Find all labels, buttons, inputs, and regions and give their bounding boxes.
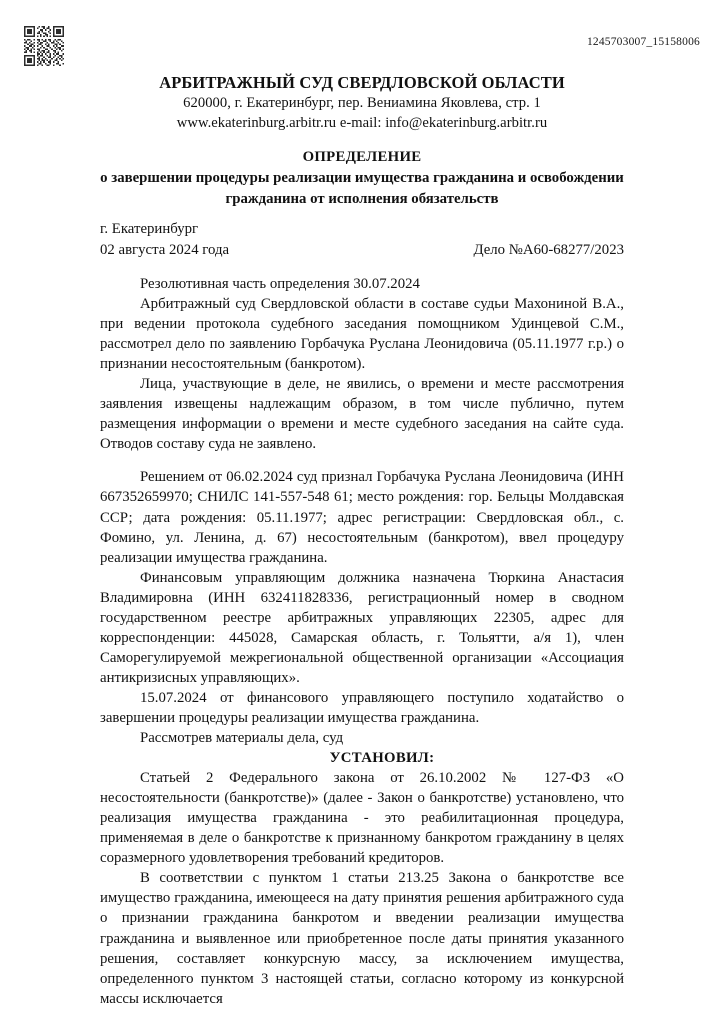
meta-row-date-case — [100, 240, 624, 261]
case-number: Дело №А60-68277/2023 — [473, 242, 624, 258]
document-subtitle-line-2: гражданина от исполнения обязательств — [225, 191, 499, 208]
qr-code-icon — [24, 26, 64, 66]
city-label: г. Екатеринбург — [100, 221, 199, 237]
court-web-email: www.ekaterinburg.arbitr.ru e-mail: info@ekaterinburg.arbitr.ru — [176, 115, 548, 132]
court-address: 620000, г. Екатеринбург, пер. Вениамина Яковлева, стр. 1 — [183, 95, 541, 112]
paragraph-law-article-213-25: В соответствии с пунктом 1 статьи 213.25 Закона о банкротстве все имущество гражданина, имеющееся на дату принятия решения арбитражного суда о признании гражданина банкротом и введении реализации имущества гражданина и выявленное или приобретенное после даты принятия указанного решения, составляет конкурсную массу, за исключением имущества, определенного пунктом 3 настоящей статьи, согласно которому из конкурсной массы исключается — [100, 870, 624, 1007]
meta-row-city — [100, 219, 624, 240]
court-header — [0, 72, 724, 133]
paragraph-parties-absent: Лица, участвующие в деле, не явились, о времени и месте рассмотрения заявления извещены надлежащим образом, в том числе публично, путем размещения информации о времени и месте судебного заседания на сайте суда. Отводов составу суда не заявлено. — [100, 376, 624, 453]
paragraph-bankruptcy-decision: Решением от 06.02.2024 суд признал Горбачука Руслана Леонидовича (ИНН 667352659970; СНИЛС 141-557-548 61; место рождения: гор. Бельцы Молдавская ССР; дата рождения: 05.11.1977; адрес регистрации: Свердловская обл., с. Фомино, ул. Ленина, д. 67) несостоятельным (банкротом), ввел процедуру реализации имущества гражданина. — [100, 469, 624, 566]
paragraph-court-composition: Арбитражный суд Свердловской области в составе судьи Махониной В.А., при ведении протокола судебного заседания помощником Удинцевой С.М., рассмотрел дело по заявлению Горбачука Руслана Леонидовича (05.11.1977 г.р.) о признании несостоятельным (банкротом). — [100, 296, 624, 373]
document-number: 1245703007_15158006 — [586, 36, 700, 48]
paragraph-financial-manager: Финансовым управляющим должника назначена Тюркина Анастасия Владимировна (ИНН 632411828336, регистрационный номер в сводном государственном реестре арбитражных управляющих 22305, адрес для корреспонденции: 445028, Самарская область, г. Тольятти, а/я 1), член Саморегулируемой межрегиональной общественной организации «Ассоциация антикризисных управляющих». — [100, 569, 624, 686]
court-name: АРБИТРАЖНЫЙ СУД СВЕРДЛОВСКОЙ ОБЛАСТИ — [159, 73, 565, 92]
paragraph-petition-received: 15.07.2024 от финансового управляющего поступило ходатайство о завершении процедуры реализации имущества гражданина. — [100, 689, 624, 726]
page-title: ОПРЕДЕЛЕНИЕ — [302, 149, 422, 165]
document-meta — [100, 219, 624, 261]
paragraph-case-reviewed: Рассмотрев материалы дела, суд — [140, 730, 344, 747]
section-heading-ustanovil: УСТАНОВИЛ: — [329, 750, 435, 767]
document-subtitle-line-1: о завершении процедуры реализации имущества гражданина и освобождении — [100, 170, 624, 187]
document-title-block — [62, 146, 662, 210]
document-body — [100, 274, 624, 1009]
paragraph-resolution-part: Резолютивная часть определения 30.07.2024 — [140, 276, 420, 292]
paragraph-law-article-2: Статьей 2 Федерального закона от 26.10.2002 № 127-ФЗ «О несостоятельности (банкротстве)» (далее - Закон о банкротстве) установлено, что реализация имущества гражданина - это реабилитационная процедура, применяемая в деле о банкротстве к признанному банкротом гражданину в целях соразмерного удовлетворения требований кредиторов. — [100, 770, 624, 867]
document-date: 02 августа 2024 года — [100, 242, 230, 258]
